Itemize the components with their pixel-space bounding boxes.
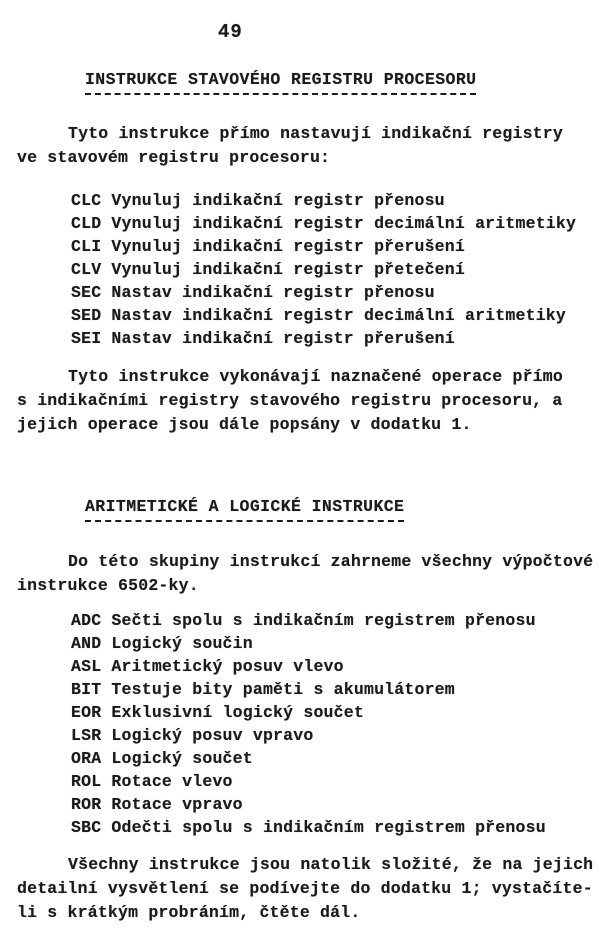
instruction-description: Vynuluj indikační registr decimální aritmetiky (111, 214, 577, 233)
instruction-mnemonic: EOR (71, 703, 102, 722)
paragraph-line: instrukce 6502-ky. (17, 576, 199, 595)
instruction-description: Nastav indikační registr přenosu (111, 283, 435, 302)
instruction-row (71, 655, 600, 678)
section-heading-arithmetic: ARITMETICKÉ A LOGICKÉ INSTRUKCE (85, 497, 404, 522)
instruction-description: Nastav indikační registr decimální aritmetiky (111, 306, 566, 325)
instruction-mnemonic: CLC (71, 191, 102, 210)
instruction-row (71, 235, 600, 258)
instruction-mnemonic: ROR (71, 795, 102, 814)
instruction-row (71, 189, 600, 212)
instruction-description: Logický posuv vpravo (111, 726, 314, 745)
paragraph-line: detailní vysvětlení se podívejte do dodatku 1; vystačíte- (17, 879, 593, 898)
instruction-row (71, 793, 600, 816)
instruction-description: Logický součet (111, 749, 253, 768)
page-number: 49 (218, 21, 243, 43)
instruction-row (71, 632, 600, 655)
instruction-row (71, 212, 600, 235)
instruction-description: Vynuluj indikační registr přerušení (111, 237, 465, 256)
instruction-row (71, 327, 600, 350)
section-heading-status: INSTRUKCE STAVOVÉHO REGISTRU PROCESORU (85, 70, 476, 95)
instruction-description: Rotace vlevo (111, 772, 233, 791)
instruction-description: Exklusivní logický součet (111, 703, 364, 722)
instruction-row (71, 281, 600, 304)
instruction-description: Aritmetický posuv vlevo (111, 657, 344, 676)
instruction-mnemonic: AND (71, 634, 102, 653)
instruction-mnemonic: CLV (71, 260, 102, 279)
instruction-row (71, 816, 600, 839)
instruction-description: Rotace vpravo (111, 795, 243, 814)
section-arithmetic-logic (0, 437, 600, 925)
instruction-description: Logický součin (111, 634, 253, 653)
paragraph-line: Všechny instrukce jsou natolik složité, že na jejich (68, 855, 594, 874)
instruction-list-arithmetic (71, 609, 600, 839)
instruction-mnemonic: SEI (71, 329, 102, 348)
instruction-description: Odečti spolu s indikačním registrem přenosu (111, 818, 546, 837)
instruction-description: Sečti spolu s indikačním registrem přenosu (111, 611, 536, 630)
paragraph-status-outro (17, 365, 600, 437)
paragraph-line: Tyto instrukce vykonávají naznačené operace přímo (68, 367, 563, 386)
section-status-register (0, 42, 600, 437)
instruction-row (71, 678, 600, 701)
instruction-row (71, 609, 600, 632)
instruction-mnemonic: ROL (71, 772, 102, 791)
paragraph-line: Do této skupiny instrukcí zahrneme všechny výpočtové (68, 552, 594, 571)
instruction-mnemonic: CLD (71, 214, 102, 233)
instruction-row (71, 304, 600, 327)
instruction-mnemonic: ORA (71, 749, 102, 768)
instruction-row (71, 724, 600, 747)
paragraph-line: ve stavovém registru procesoru: (17, 148, 331, 167)
instruction-mnemonic: SEC (71, 283, 102, 302)
instruction-mnemonic: BIT (71, 680, 102, 699)
paragraph-status-intro (17, 122, 600, 170)
instruction-description: Nastav indikační registr přerušení (111, 329, 455, 348)
paragraph-arithmetic-outro (17, 853, 600, 925)
instruction-row (71, 258, 600, 281)
instruction-description: Vynuluj indikační registr přenosu (111, 191, 445, 210)
paragraph-line: Tyto instrukce přímo nastavují indikační registry (68, 124, 563, 143)
instruction-mnemonic: LSR (71, 726, 102, 745)
instruction-row (71, 770, 600, 793)
paragraph-line: s indikačními registry stavového registru procesoru, a (17, 391, 563, 410)
instruction-mnemonic: SED (71, 306, 102, 325)
instruction-mnemonic: CLI (71, 237, 102, 256)
instruction-row (71, 701, 600, 724)
instruction-row (71, 747, 600, 770)
instruction-mnemonic: SBC (71, 818, 102, 837)
paragraph-arithmetic-intro (17, 550, 600, 598)
instruction-mnemonic: ADC (71, 611, 102, 630)
instruction-list-status (71, 189, 600, 350)
instruction-description: Vynuluj indikační registr přetečení (111, 260, 465, 279)
paragraph-line: li s krátkým probráním, čtěte dál. (17, 903, 361, 922)
paragraph-line: jejich operace jsou dále popsány v dodatku 1. (17, 415, 472, 434)
instruction-description: Testuje bity paměti s akumulátorem (111, 680, 455, 699)
instruction-mnemonic: ASL (71, 657, 102, 676)
